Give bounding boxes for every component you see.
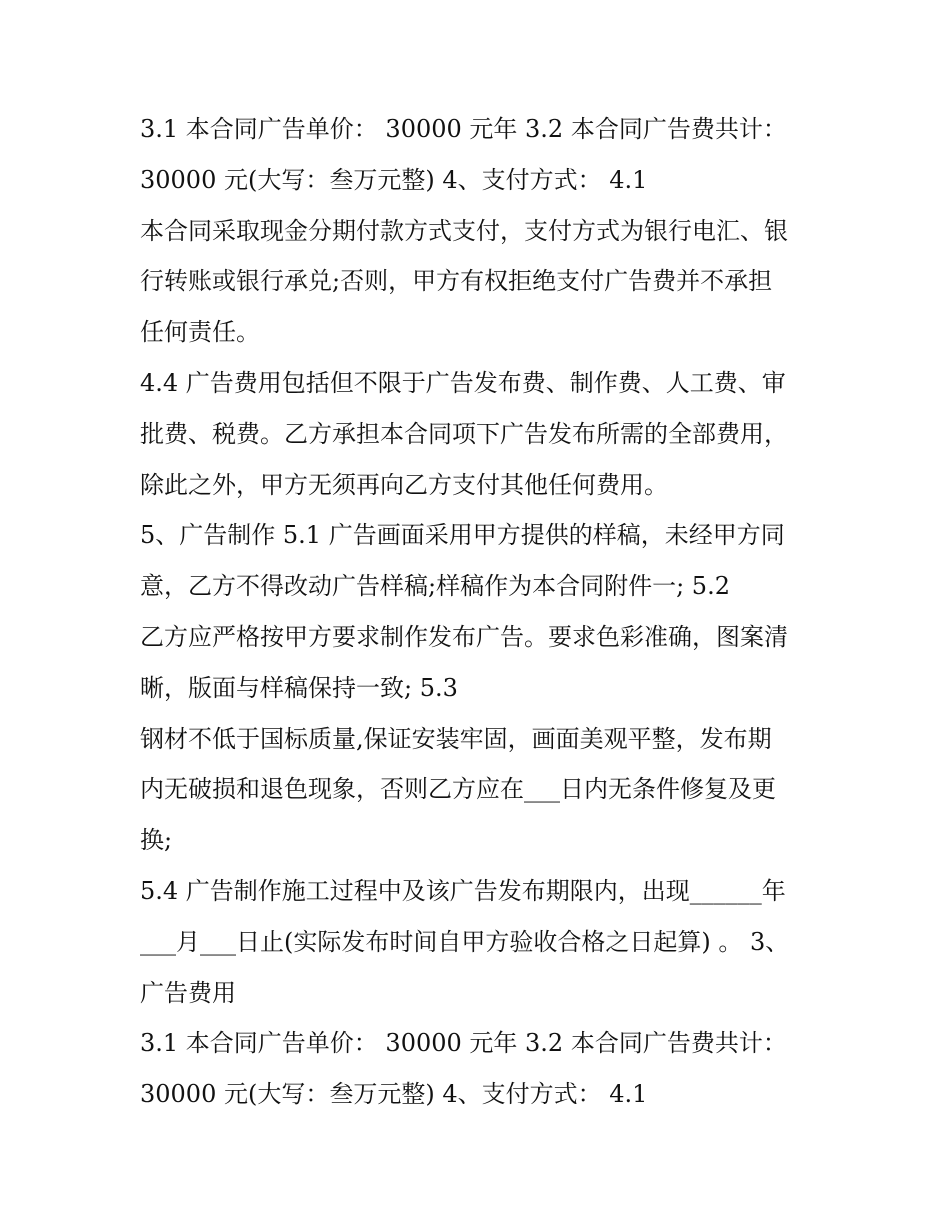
text-line: 内无破损和退色现象，否则乙方应在___日内无条件修复及更 xyxy=(140,775,776,804)
text-line: 30000 元(大写：叁万元整) 4、支付方式： 4.1 xyxy=(140,1080,648,1109)
contract-text-body xyxy=(140,104,840,1120)
text-line: 换; xyxy=(140,826,173,855)
text-line: 3.1 本合同广告单价： 30000 元年 3.2 本合同广告费共计： xyxy=(140,115,787,143)
text-line: 乙方应严格按甲方要求制作发布广告。要求色彩准确，图案清 xyxy=(140,622,788,651)
text-line: 本合同采取现金分期付款方式支付，支付方式为银行电汇、银 xyxy=(140,216,788,245)
text-line: 批费、税费。乙方承担本合同项下广告发布所需的全部费用， xyxy=(140,419,788,448)
text-line: 5.4 广告制作施工过程中及该广告发布期限内，出现______年 xyxy=(140,876,786,905)
text-line: 广告费用 xyxy=(140,978,236,1007)
text-line: 钢材不低于国标质量,保证安装牢固，画面美观平整，发布期 xyxy=(140,724,772,753)
text-line: 3.1 本合同广告单价： 30000 元年 3.2 本合同广告费共计： xyxy=(140,1029,787,1058)
text-line: 4.4 广告费用包括但不限于广告发布费、制作费、人工费、审 xyxy=(140,368,786,397)
text-line: 30000 元(大写：叁万元整) 4、支付方式： 4.1 xyxy=(140,165,648,194)
text-line: 除此之外，甲方无须再向乙方支付其他任何费用。 xyxy=(140,470,668,499)
text-line: 意，乙方不得改动广告样稿;样稿作为本合同附件一; 5.2 xyxy=(140,572,730,601)
text-line: ___月___日止(实际发布时间自甲方验收合格之日起算) 。 3、 xyxy=(140,927,790,956)
text-line: 5、广告制作 5.1 广告画面采用甲方提供的样稿，未经甲方同 xyxy=(140,521,785,550)
text-line: 行转账或银行承兑;否则，甲方有权拒绝支付广告费并不承担 xyxy=(140,267,773,296)
text-line: 任何责任。 xyxy=(140,318,260,347)
text-line: 晰，版面与样稿保持一致; 5.3 xyxy=(140,673,458,702)
